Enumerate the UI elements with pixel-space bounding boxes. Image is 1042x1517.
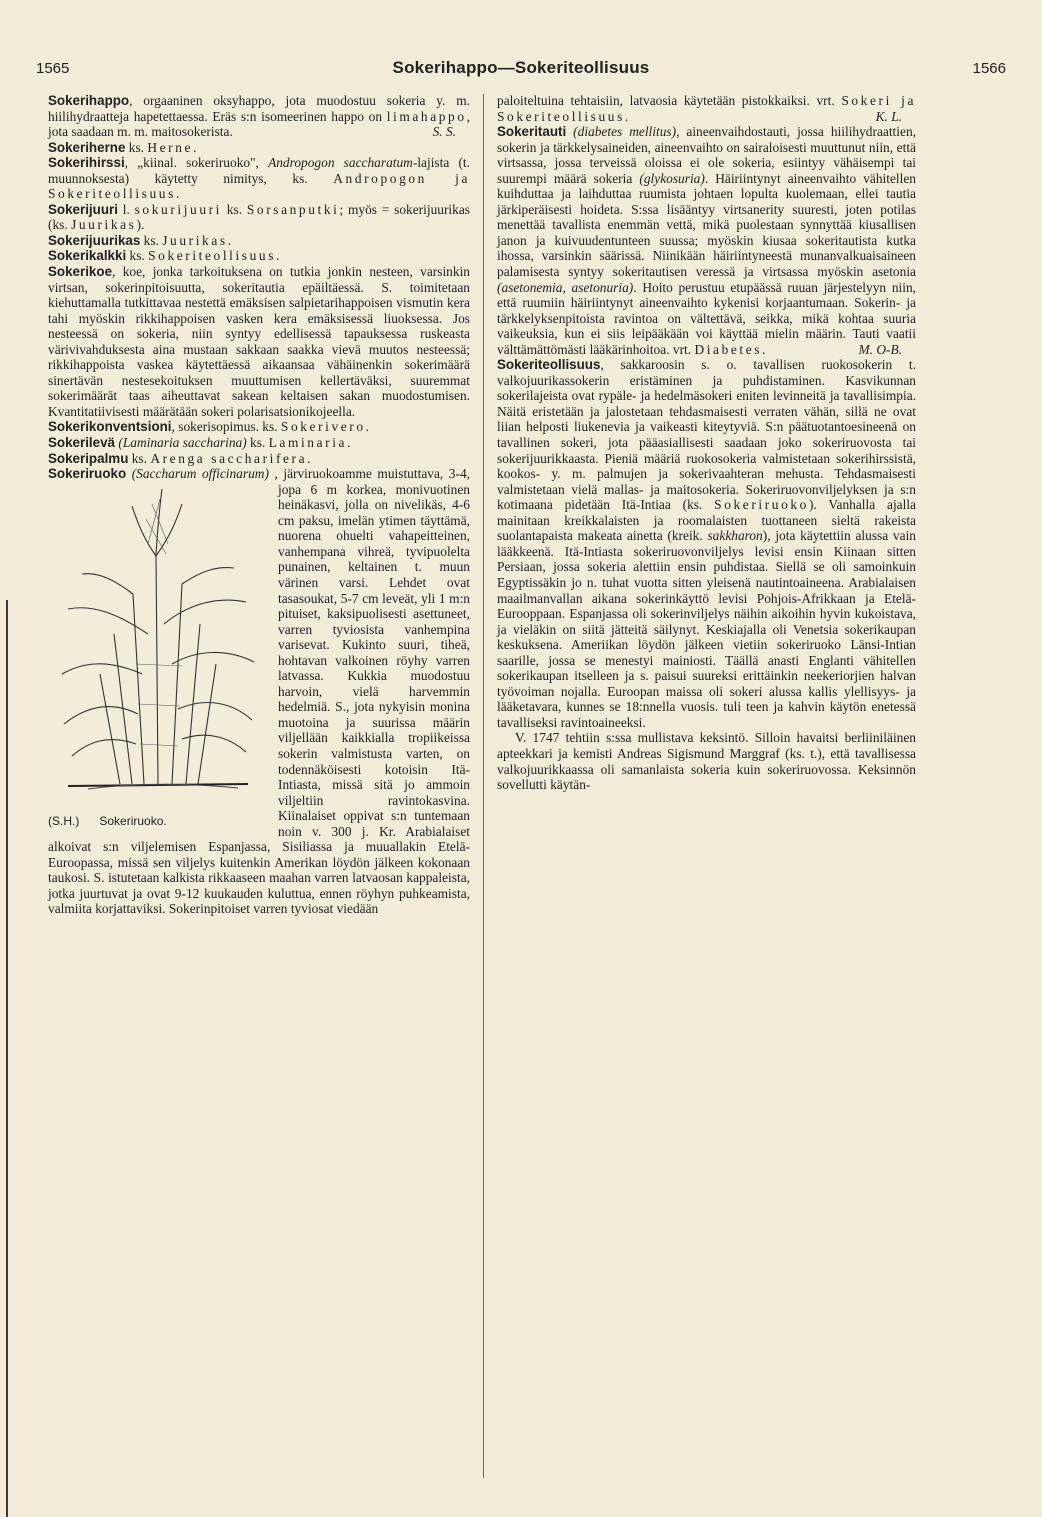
entry-sokeriruoko-continued: paloiteltuina tehtaisiin, latvaosia käytetään pistokkaiksi. vrt. Sokeri ja Sokeriteollisuus. K. L. (497, 93, 916, 124)
left-column (48, 93, 470, 917)
entry-sokerileva: Sokerilevä (Laminaria saccharina) ks. Laminaria. (48, 435, 351, 451)
entry-sokerihirssi: Sokerihirssi, „kiinal. sokeriruoko", Andropogon saccharatum-lajista (t. muunnoksesta) käytetty nimitys, ks. Andropogon ja Sokeriteollisuus. (48, 155, 470, 202)
entry-sokeriteollisuus: Sokeriteollisuus, sakkaroosin s. o. tavallisen ruokosokerin t. valkojuurikassokerin eristäminen ja puhdistaminen. Kasvikunnan sokerilajeista ovat rypäle- ja hedelmäsokeri eniten levinneitä ja tavallisimpia. Näitä eristetään ja jalostetaan tehdasmaisesti verraten vähän, sillä ne ovat liian helposti liukenevia ja vaikeasti kiteytyviä. S:n päätuotantoesineenä on tavallinen sokeri, jota pääasiallisesti saadaan joko sokeriruovosta tai sokerijuurikkaasta. Pieniä määriä ruokosokeria valmistetaan sokerihirssistä, kookos- y. m. palmujen ja sokerivaahteran mehusta. Tehdasmaisesti valmistetaan vielä mallas- ja maitosokeria. Sokeriruovonviljelyksen ja s:n kotimaana pidetään Itä-Intiaa (ks. Sokeriruoko). Vanhalla ajalla mainitaan kreikkalaisten ja roomalaisten tuottaneen sieltä rakeista suolantapaista makeata ainetta (kreik. sakkharon), jota käytettiin alussa vain lääkkeenä. Itä-Intiasta sokeriruovonviljelys levisi ensin Kiinaan sitten Persiaan, jossa sokeria alettiin ensin puhdistaa. Siellä se oli samoinkuin Egyptissäkin jo n. tuhat vuotta sitten yleisenä nautintoaineena. Arabialaisen maailmanvallan aikana sokerinkäyttö levisi Pohjois-Afrikkaan ja Etelä-Eurooppaan. Espanjassa oli sokerinviljelys näihin aikoihin hyvin kukoistava, ja vieläkin on siitä jätteitä säilynyt. Keskiajalla oli Venetsia sokerikaupan keskuksena. Ameriikan löydön jälkeen vietiin sokeriruoko Länsi-Intian saarille, jossa se menestyi mainiosti. Täällä anasti Englanti vähitellen sokerikaupan itselleen ja s. paisui suureksi erittäinkin neekeriorjien halvan työvoiman nojalla. Euroopan maissa oli sokeri alussa kallis ylellisyys- ja lääketavara, kunnes se 18:nnella vuosis. tuli teen ja kahvin käytön enetessä tavalliseksi ravintoaineeksi. (497, 357, 916, 730)
figure-caption: (S.H.) Sokeriruoko. (48, 814, 167, 829)
paragraph-marggraf: V. 1747 tehtiin s:ssa mullistava keksintö. Silloin havaitsi berliiniläinen apteekkari ja kemisti Andreas Sigismund Marggraf (ks. t.), että tavallisessa valkojuurikkaassa oli samanlaista sokeria kuin sokeriruovossa. Keksinnön sovellutti käytän- (497, 730, 916, 793)
entry-sokeriherne: Sokeriherne ks. Herne. (48, 139, 197, 155)
page-edge-shadow (6, 600, 8, 1517)
entry-sokeriruoko: Sokeriruoko (Saccharum officinarum) (S.H.) Sokeriruoko. , järviruokoamme muistuttava, 3-4, jopa 6 m korkea, monivuotinen heinäkasvi, jolla on nivelikäs, 4-6 cm paksu, imelän ytimen täyttämä, nuorena ohuelti vahapeitteinen, vanhempana vihreä, tyvipuolelta punainen, keltainen t. muun värinen varsi. Lehdet ovat tasasoukat, 5-7 cm leveät, yli 1 m:n pituiset, kaksipuolisesti asettuneet, varren tyviosista vanhempina varisevat. Kukinto suuri, tiheä, hohtavan valkoinen röyhy varren latvassa. Kukkia muodostuu harvoin, vielä harvemmin hedelmiä. S., jota nykyisin monina muotoina ja suurissa määrin viljellään kaikkialla tropiikeissa sokerin valmistusta varten, on todennäköisesti kotoisin Itä-Intiasta, missä sitä jo ammoin viljeltiin ravintokasvina. Kiinalaiset oppivat s:n tuntemaan noin v. 300 j. Kr. Arabialaiset alkoivat s:n viljelemisen Espanjassa, Sisiliassa ja muuallakin Etelä-Euroopassa, missä sen viljelys kuitenkin Amerikan löydön jälkeen kokonaan taukosi. S. istutetaan kalkista rikkaaseen maahan varren latvaosan kappaleista, jotka juurtuvat ja ovat 9-12 kuukauden kuluttua, ennen röyhyn puhkeamista, valmiita korjattaviksi. Sokerinpitoiset varren tyviosat viedään (48, 466, 470, 917)
sugarcane-drawing (48, 484, 266, 802)
entry-sokerijuurikas: Sokerijuurikas ks. Juurikas. (48, 232, 232, 248)
left-page-number: 1565 (36, 60, 70, 77)
page-header (36, 58, 1006, 82)
author-signature: S. S. (432, 124, 456, 140)
entry-sokeripalmu: Sokeripalmu ks. Arenga saccharifera. (48, 450, 311, 466)
entry-sokerihappo: Sokerihappo, orgaaninen oksyhappo, jota muodostuu sokeria y. m. hiilihydraatteja hapetettaessa. Eräs s:n isomeerinen happo on limahappo, jota saadaan m. m. maitosokerista. S. S. (48, 93, 470, 140)
right-column (497, 93, 916, 793)
sugarcane-illustration (48, 484, 266, 830)
column-divider (483, 94, 484, 1478)
author-signature: K. L. (875, 108, 902, 124)
right-page-number: 1566 (972, 60, 1006, 77)
entry-sokerikoe: Sokerikoe, koe, jonka tarkoituksena on tutkia jonkin nesteen, varsinkin virtsan, sokerinpitoisuutta, sokeritautia epäiltäessä. S. toimitetaan kiehuttamalla tutkittavaa nestettä emäksisen salpietarihappoisen vismutin kera tahi myöskin rikkihappoisen vasken kera emäksisessä liuoksessa. Jos nesteessä on sokeria, niin syntyy edellisessä tapauksessa ruskeasta värivivahduksesta aina mustaan sakkaan saakka vievä muutos nesteessä; rikkihappoista vaskea käytettäessä aikaansaa vähäinenkin sokerimäärä sinertävän nestesekoituksen muuttumisen kellertäväksi, suuremmat sokerimäärät taas aiheuttavat sakean keltaisen sakan muodostumisen. Kvantitatiivisesti määrätään sokeri polarisatsionikojeella. (48, 264, 470, 419)
running-title: Sokerihappo—Sokeriteollisuus (392, 58, 650, 77)
entry-sokerijuuri: Sokerijuuri l. sokurijuuri ks. Sorsanputki; myös = sokerijuurikas (ks. Juurikas). (48, 201, 470, 233)
author-signature: M. O-B. (858, 341, 902, 357)
entry-sokerikonventsioni: Sokerikonventsioni, sokerisopimus. ks. Sokerivero. (48, 419, 370, 435)
entry-sokerikalkki: Sokerikalkki ks. Sokeriteollisuus. (48, 248, 280, 264)
entry-sokeritauti: Sokeritauti (diabetes mellitus), aineenvaihdostauti, jossa hiilihydraattien, sokerin ja tärkkelysaineiden, aineenvaihto on sairaloisesti muuttunut niin, että virtsassa, jossa terveissä oloissa ei ole sokeria, esiintyy vähäisempi tai suurempi määrä sokeria (glykosuria). Häiriintynyt aineenvaihto vähitellen kuihduttaa ja laihduttaa ruumista johtaen lopulta kuolemaan, ellei tautia järkiperäisesti hoideta. S:ssa lisääntyy virtsanerity suuresti, joten potilas menettää tavallista enemmän vettä, mikä puolestaan synnyttää kiusallisen janon ja kuivuudentunteen suussa; myöskin kiusaa sokeritautista kutka ihossa, varsinkin säärissä. Niinikään häiriintyneestä munanvalkuaisaineen palamisesta syntyy sokeritautisen veressä ja virtsassa myöskin asetonia (asetonemia, asetonuria). Hoito perustuu etupäässä ruuan järjestelyyn niin, että ruumiin häiriintynyt aineenvaihto kykenisi korjaantumaan. Sokerin- ja tärkkelyksenpitoista ravintoa on vältettävä, seikka, mikä kohtaa suuria vaikeuksia, kun ei siis leipääkään voi käyttää mielin määrin. Tauti vaatii välttämättömästi lääkärinhoitoa. vrt. Diabetes. M. O-B. (497, 124, 916, 357)
